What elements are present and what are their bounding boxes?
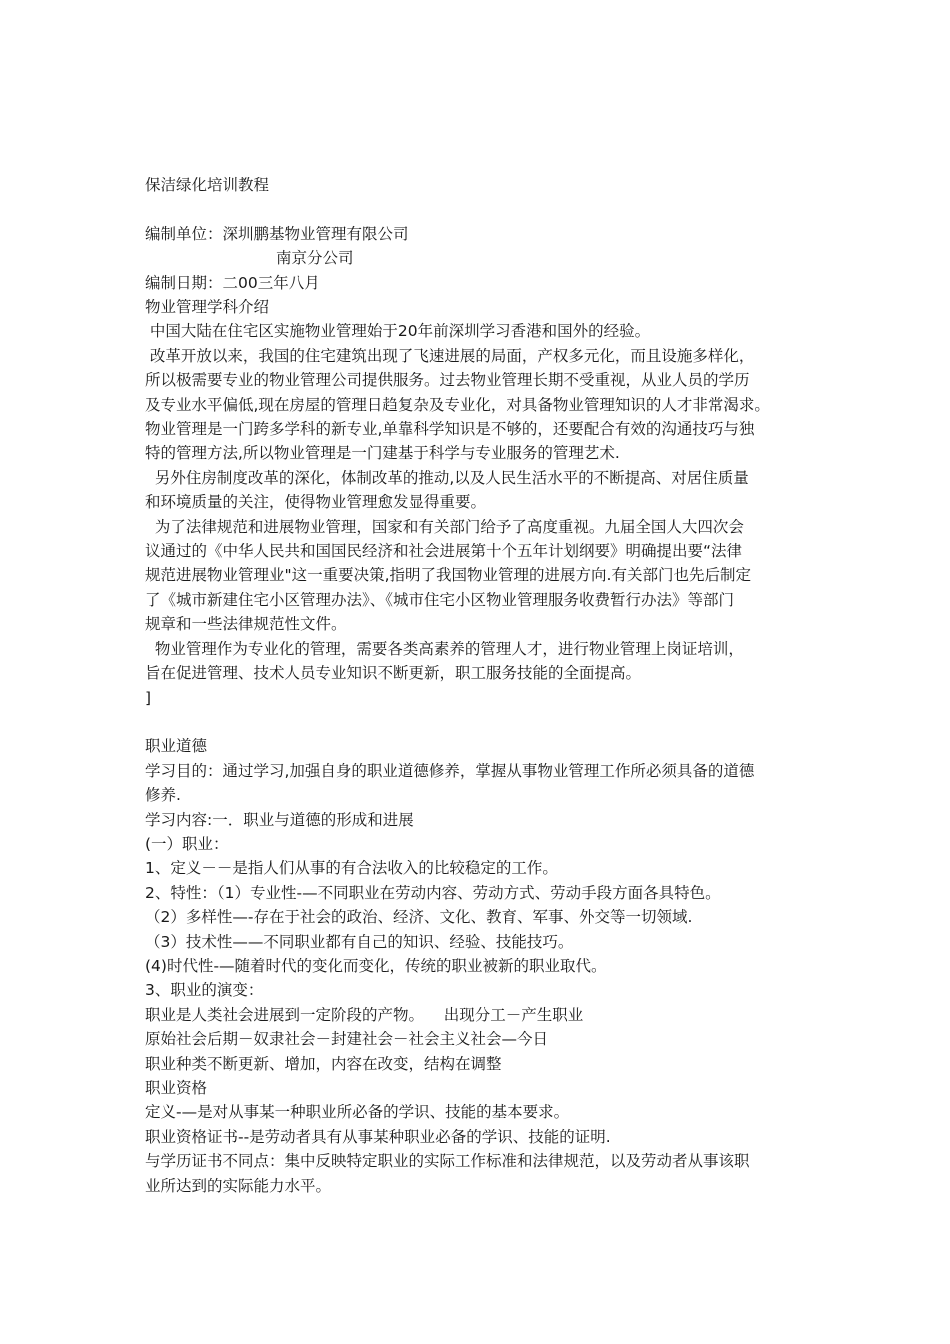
section-heading-property-management: 物业管理学科介绍 (145, 298, 270, 317)
paragraph-line: 规范进展物业管理业"这一重要决策,指明了我国物业管理的进展方向.有关部门也先后制定 (145, 566, 751, 585)
paragraph-line: 规章和一些法律规范性文件。 (145, 615, 347, 634)
paragraph-line: 职业种类不断更新、增加，内容在改变，结构在调整 (145, 1054, 502, 1073)
paragraph-line: 定义-—是对从事某一种职业所必备的学识、技能的基本要求。 (145, 1103, 570, 1122)
paragraph-line: (一）职业： (145, 834, 229, 853)
paragraph-line: 及专业水平偏低,现在房屋的管理日趋复杂及专业化，对具备物业管理知识的人才非常渴求。 (145, 395, 770, 414)
paragraph-line: 物业管理作为专业化的管理，需要各类高素养的管理人才，进行物业管理上岗证培训， (145, 639, 744, 658)
paragraph-line: 旨在促进管理、技术人员专业知识不断更新，职工服务技能的全面提高。 (145, 664, 642, 683)
paragraph-line: 改革开放以来，我国的住宅建筑出现了飞速进展的局面，产权多元化，而且设施多样化， (145, 346, 755, 365)
paragraph-line: 1、定义－－是指人们从事的有合法收入的比较稳定的工作。 (145, 859, 558, 878)
paragraph-line: 业所达到的实际能力水平。 (145, 1176, 332, 1195)
paragraph-line: 另外住房制度改革的深化，体制改革的推动,以及人民生活水平的不断提高、对居住质量 (145, 468, 749, 487)
paragraph-line: 学习目的：通过学习,加强自身的职业道德修养，掌握从事物业管理工作所必须具备的道德 (145, 761, 755, 780)
paragraph-line: 议通过的《中华人民共和国国民经济和社会进展第十个五年计划纲要》明确提出要“法律 (145, 542, 743, 561)
compiling-date: 编制日期：二00三年八月 (145, 273, 320, 292)
section-heading-professional-ethics: 职业道德 (145, 737, 208, 756)
document-title: 保洁绿化培训教程 (145, 176, 270, 194)
paragraph-line: 职业是人类社会进展到一定阶段的产物。 出现分工－产生职业 (145, 1005, 584, 1024)
paragraph-line: 所以极需要专业的物业管理公司提供服务。过去物业管理长期不受重视，从业人员的学历 (145, 371, 750, 390)
paragraph-line: 与学历证书不同点：集中反映特定职业的实际工作标准和法律规范，以及劳动者从事该职 (145, 1152, 750, 1171)
paragraph-line: 职业资格证书--是劳动者具有从事某种职业必备的学识、技能的证明. (145, 1127, 611, 1146)
paragraph-line: ] (145, 688, 152, 707)
paragraph-line: 了《城市新建住宅小区管理办法》、《城市住宅小区物业管理服务收费暂行办法》等部门 (145, 590, 735, 609)
paragraph-line: 修养. (145, 786, 181, 805)
document-page (145, 173, 825, 1198)
paragraph-line: 为了法律规范和进展物业管理，国家和有关部门给予了高度重视。九届全国人大四次会 (145, 517, 744, 536)
paragraph-line: 物业管理是一门跨多学科的新专业,单靠科学知识是不够的，还要配合有效的沟通技巧与独 (145, 420, 755, 439)
paragraph-line: 学习内容:一．职业与道德的形成和进展 (145, 810, 414, 829)
paragraph-line: 3、职业的演变： (145, 981, 264, 1000)
subheading-professional-qualification: 职业资格 (145, 1079, 208, 1097)
paragraph-line: (4)时代性-—随着时代的变化而变化，传统的职业被新的职业取代。 (145, 956, 607, 975)
paragraph-line: 原始社会后期－奴隶社会－封建社会－社会主义社会—今日 (145, 1030, 549, 1049)
paragraph-line: 和环境质量的关注，使得物业管理愈发显得重要。 (145, 493, 487, 512)
blank-line (145, 197, 825, 221)
paragraph-line: 2、特性：（1）专业性-—不同职业在劳动内容、劳动方式、劳动手段方面各具特色。 (145, 883, 721, 902)
paragraph-line: 特的管理方法,所以物业管理是一门建基于科学与专业服务的管理艺术. (145, 444, 620, 463)
paragraph-line: （2）多样性—-存在于社会的政治、经济、文化、教育、军事、外交等一切领域. (145, 908, 693, 927)
blank-line (145, 710, 825, 734)
compiling-unit: 编制单位：深圳鹏基物业管理有限公司 (145, 224, 409, 243)
compiling-unit-branch: 南京分公司 (276, 249, 354, 268)
paragraph-line: 中国大陆在住宅区实施物业管理始于20年前深圳学习香港和国外的经验。 (145, 322, 651, 341)
paragraph-line: （3）技术性——不同职业都有自己的知识、经验、技能技巧。 (145, 932, 574, 951)
